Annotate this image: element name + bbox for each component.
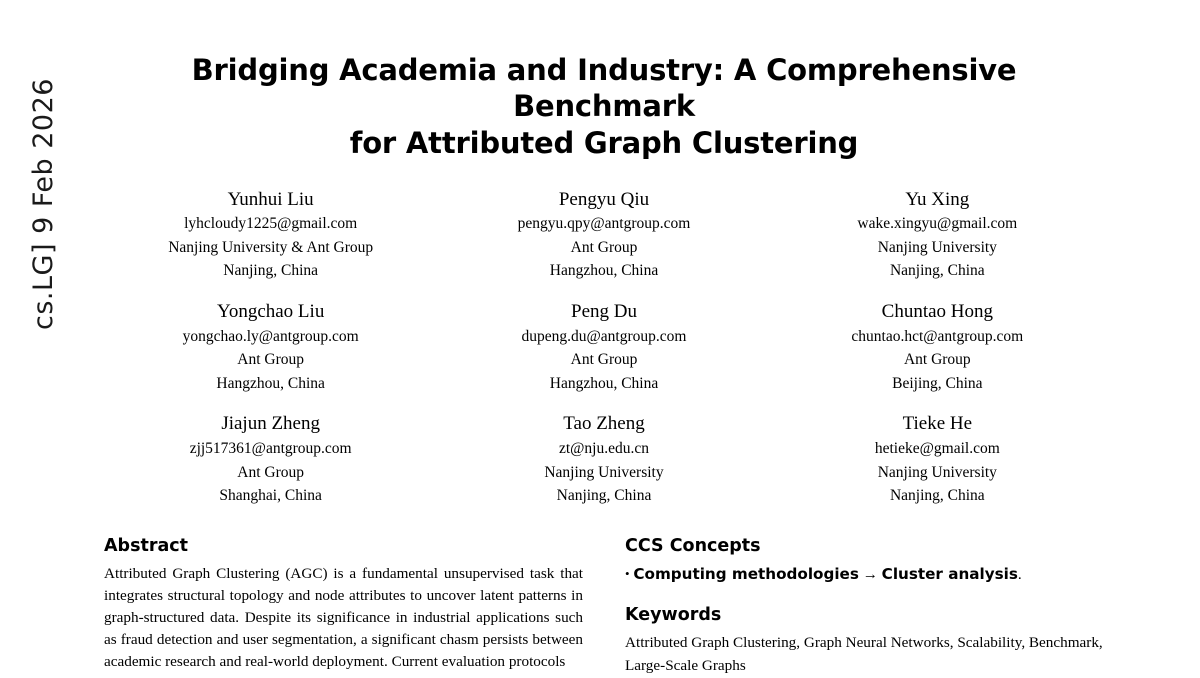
author-email[interactable]: hetieke@gmail.com bbox=[874, 439, 1000, 457]
author-name: Yu Xing bbox=[905, 188, 970, 210]
author-name: Peng Du bbox=[571, 301, 637, 323]
author-entry bbox=[771, 299, 1104, 411]
author-affiliation: Ant Group bbox=[570, 351, 638, 369]
author-affiliation: Ant Group bbox=[237, 351, 305, 369]
author-name: Pengyu Qiu bbox=[558, 188, 650, 210]
author-city: Nanjing, China bbox=[556, 487, 652, 505]
ccs-period: . bbox=[1017, 565, 1022, 583]
author-entry bbox=[437, 411, 770, 523]
title-line-1: Bridging Academia and Industry: A Comprehensive Benchmark bbox=[191, 53, 1017, 124]
author-name: Yongchao Liu bbox=[217, 301, 325, 323]
author-name: Tieke He bbox=[902, 413, 973, 435]
author-email[interactable]: dupeng.du@antgroup.com bbox=[521, 327, 687, 345]
author-email[interactable]: chuntao.hct@antgroup.com bbox=[851, 327, 1024, 345]
abstract-heading: Abstract bbox=[104, 535, 189, 556]
right-column bbox=[625, 536, 1104, 678]
author-affiliation: Nanjing University & Ant Group bbox=[168, 238, 374, 256]
keywords-heading: Keywords bbox=[625, 605, 722, 626]
author-city: Beijing, China bbox=[892, 374, 983, 392]
ccs-concepts-heading: CCS Concepts bbox=[625, 535, 761, 556]
author-city: Hangzhou, China bbox=[549, 374, 659, 392]
author-city: Hangzhou, China bbox=[216, 374, 325, 392]
title-line-2: for Attributed Graph Clustering bbox=[349, 125, 859, 160]
author-name: Yunhui Liu bbox=[227, 188, 314, 210]
author-email[interactable]: lyhcloudy1225@gmail.com bbox=[184, 215, 358, 233]
author-entry bbox=[104, 299, 437, 411]
author-email[interactable]: zt@nju.edu.cn bbox=[558, 439, 649, 457]
author-city: Nanjing, China bbox=[889, 262, 985, 280]
author-affiliation: Nanjing University bbox=[544, 463, 664, 481]
author-entry bbox=[104, 411, 437, 523]
ccs-term-primary: Computing methodologies bbox=[633, 564, 859, 583]
author-name: Chuntao Hong bbox=[881, 301, 993, 323]
arrow-icon: → bbox=[862, 565, 878, 583]
left-column bbox=[104, 536, 583, 678]
author-city: Hangzhou, China bbox=[549, 262, 659, 280]
page-title bbox=[104, 52, 1104, 161]
author-name: Jiajun Zheng bbox=[221, 413, 320, 435]
author-block bbox=[104, 187, 1104, 524]
abstract-text: Attributed Graph Clustering (AGC) is a fundamental unsupervised task that integrates structural topology and node attributes to uncover latent patterns in graph-structured data. Despite its significance in industrial applications such as fraud detection and user segmentation, a significant chasm persists between academic research and real-world deployment. Current evaluation protocols bbox=[104, 564, 583, 671]
author-entry bbox=[104, 187, 437, 299]
author-affiliation: Ant Group bbox=[237, 463, 305, 481]
arxiv-stamp: cs.LG] 9 Feb 2026 bbox=[28, 78, 59, 330]
paper-content bbox=[104, 0, 1104, 678]
author-city: Nanjing, China bbox=[223, 262, 319, 280]
author-affiliation: Ant Group bbox=[570, 238, 638, 256]
bullet-icon: • bbox=[625, 565, 630, 581]
ccs-concepts-text bbox=[625, 563, 1104, 587]
author-name: Tao Zheng bbox=[563, 413, 645, 435]
author-affiliation: Nanjing University bbox=[877, 463, 997, 481]
author-row bbox=[104, 299, 1104, 411]
author-entry bbox=[437, 187, 770, 299]
author-city: Nanjing, China bbox=[889, 487, 985, 505]
keywords-text: Attributed Graph Clustering, Graph Neural Networks, Scalability, Benchmark, Large-Scale Graphs bbox=[625, 634, 1103, 675]
author-affiliation: Nanjing University bbox=[877, 238, 997, 256]
author-email[interactable]: zjj517361@antgroup.com bbox=[189, 439, 352, 457]
author-row bbox=[104, 187, 1104, 299]
author-row bbox=[104, 411, 1104, 523]
author-email[interactable]: wake.xingyu@gmail.com bbox=[857, 215, 1018, 233]
author-city: Shanghai, China bbox=[219, 487, 322, 505]
author-entry bbox=[771, 187, 1104, 299]
ccs-term-secondary: Cluster analysis bbox=[881, 564, 1018, 583]
author-entry bbox=[771, 411, 1104, 523]
author-email[interactable]: yongchao.ly@antgroup.com bbox=[182, 327, 359, 345]
author-entry bbox=[437, 299, 770, 411]
author-email[interactable]: pengyu.qpy@antgroup.com bbox=[517, 215, 691, 233]
author-affiliation: Ant Group bbox=[903, 351, 971, 369]
two-column-body bbox=[104, 536, 1104, 678]
